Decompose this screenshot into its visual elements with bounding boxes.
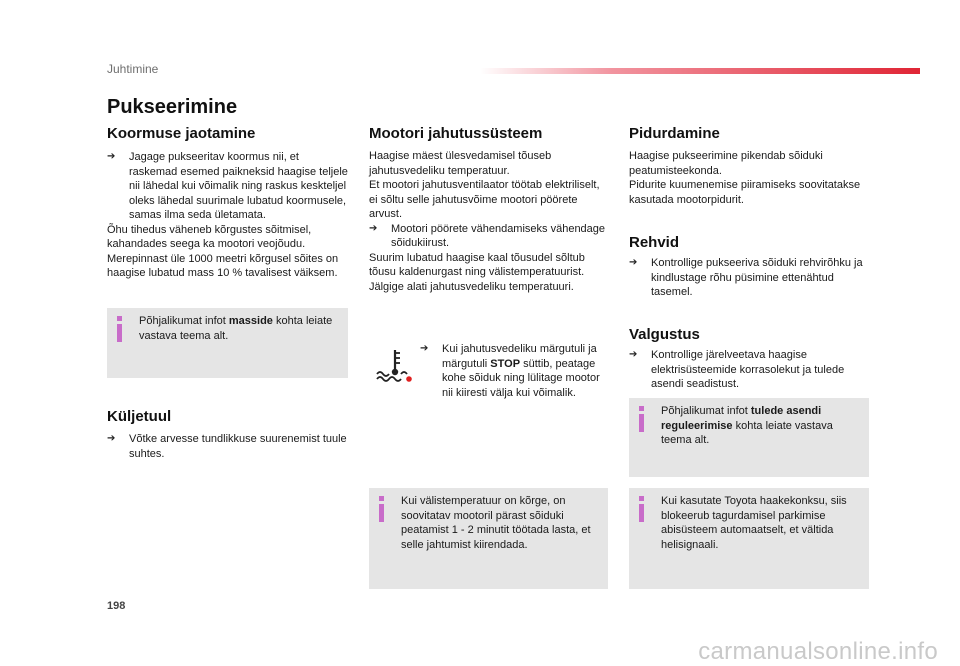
side-wind-text	[107, 432, 349, 461]
engine-cooling-text	[369, 149, 609, 294]
heading-side-wind: Küljetuul	[107, 408, 172, 425]
bullet-item	[369, 222, 609, 251]
braking-text	[629, 149, 871, 207]
info-text: Kui välistemperatuur on kõrge, on soovitatav mootoril pärast sõiduki peatamist 1 - 2 minutit töötada lasta, et selle jahtumist kiirendada.	[401, 495, 591, 551]
info-text: Põhjalikumat infot masside kohta leiate vastava teema alt.	[139, 315, 333, 342]
warning-dot	[406, 376, 412, 382]
info-box-high-temperature	[369, 488, 608, 589]
load-distribution-text	[107, 150, 349, 281]
heading-lighting: Valgustus	[629, 326, 700, 343]
arrow-bullet-icon: ➔	[420, 343, 429, 354]
paragraph: Suurim lubatud haagise kaal tõusudel sõltub tõusu kaldenurgast ning välistemperatuurist.	[369, 251, 585, 278]
bullet-text: Mootori pöörete vähendamiseks vähendage sõidukiirust.	[391, 222, 606, 249]
info-box-headlamp-adjustment	[629, 398, 869, 477]
bullet-text: Kontrollige järelveetava haagise elektrisüsteemide korrasolekut ja tulede asendi seadistust.	[651, 349, 845, 390]
arrow-bullet-icon: ➔	[107, 151, 116, 162]
coolant-warning-text	[420, 342, 610, 400]
arrow-bullet-icon: ➔	[369, 222, 378, 234]
arrow-bullet-icon: ➔	[629, 349, 638, 360]
heading-load-distribution: Koormuse jaotamine	[107, 125, 256, 142]
paragraph: Et mootori jahutusventilaator töötab elektriliselt, ei sõltu selle jahutusvõime mootori pöörete arvust.	[369, 179, 600, 220]
info-icon	[379, 496, 385, 522]
bullet-item: ➔ Kui jahutusvedeliku märgutuli ja märgutuli STOP süttib, peatage kohe sõiduk ning lülitage mootor nii kiiresti välja kui võimalik.	[420, 343, 600, 399]
page-number: 198	[107, 600, 126, 612]
bullet-text: Jagage pukseeritav koormus nii, et raskemad esemed paikneksid haagise teljele nii lähedal kui võimalik ning raskus keskteljel oleks lähedal suurimale lubatud koormusele, samas ilma seda ületamata.	[129, 151, 348, 221]
coolant-temperature-icon	[374, 346, 416, 386]
bullet-item	[107, 432, 349, 461]
paragraph: Õhu tihedus väheneb kõrgustes sõitmisel, kahandades seega ka mootori veojõudu. Merepinnast üle 1000 meetri kõrgusel sõites on haagise lubatud mass 10 % tavalisest väiksem.	[107, 223, 339, 279]
heading-braking: Pidurdamine	[629, 125, 720, 142]
info-icon	[639, 406, 645, 432]
header-accent-line	[480, 68, 920, 74]
lighting-text	[629, 348, 871, 392]
heading-engine-cooling: Mootori jahutussüsteem	[369, 125, 543, 142]
info-box-masses	[107, 308, 348, 378]
heading-tyres: Rehvid	[629, 234, 680, 251]
tyres-text	[629, 256, 871, 300]
info-text: Põhjalikumat infot tulede asendi reguleerimise kohta leiate vastava teema alt.	[661, 405, 833, 446]
bullet-item	[107, 150, 349, 223]
bullet-item	[629, 348, 871, 392]
info-box-towbar	[629, 488, 869, 589]
arrow-bullet-icon: ➔	[107, 433, 116, 444]
arrow-bullet-icon: ➔	[629, 257, 638, 268]
watermark: carmanualsonline.info	[698, 638, 938, 665]
info-text: Kui kasutate Toyota haakekonksu, siis blokeerub tagurdamisel parkimise abisüsteem automaatselt, et vältida helisignaali.	[661, 495, 847, 551]
bullet-text: Võtke arvesse tundlikkuse suurenemist tuule suhtes.	[129, 433, 347, 460]
paragraph: Pidurite kuumenemise piiramiseks soovitatakse kasutada mootorpidurit.	[629, 179, 861, 206]
paragraph: Haagise mäest ülesvedamisel tõuseb jahutusvedeliku temperatuur.	[369, 150, 552, 177]
section-label: Juhtimine	[107, 62, 159, 76]
page-title: Pukseerimine	[107, 96, 238, 118]
info-icon	[117, 316, 123, 342]
paragraph: Jälgige alati jahutusvedeliku temperatuuri.	[369, 280, 574, 293]
bullet-item	[629, 256, 871, 300]
info-icon	[639, 496, 645, 522]
bullet-text: Kontrollige pukseeriva sõiduki rehvirõhku ja kindlustage rõhu püsimine ettenähtud tasemel.	[651, 257, 863, 298]
paragraph: Haagise pukseerimine pikendab sõiduki peatumisteekonda.	[629, 150, 823, 177]
